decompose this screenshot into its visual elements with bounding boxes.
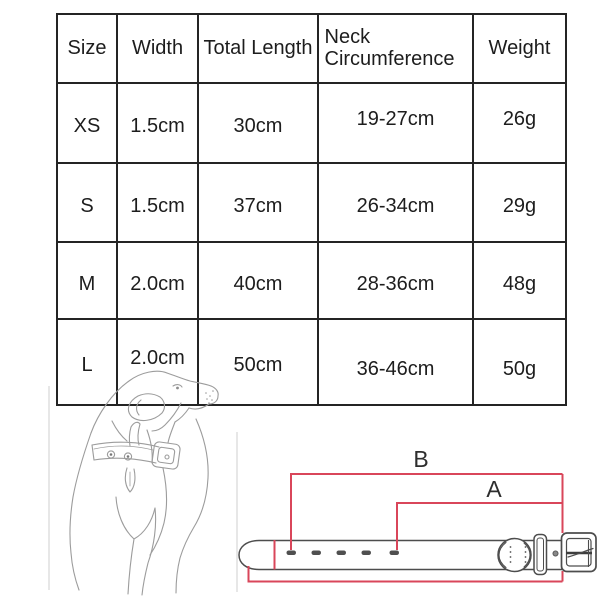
dog-ear <box>128 394 164 421</box>
collar-buckle-hole <box>553 551 558 556</box>
cell-m-total-length: 40cm <box>198 242 318 319</box>
cell-xs-total-length: 30cm <box>198 83 318 163</box>
dog-muzzle-top-line <box>167 373 211 386</box>
cell-xs-width: 1.5cm <box>117 83 198 163</box>
bracket-b <box>291 474 563 550</box>
dog-head-back-line <box>91 371 167 433</box>
cell-m-neck: 28-36cm <box>318 242 473 319</box>
cell-s-width: 1.5cm <box>117 163 198 242</box>
dog-collar-buckle-pin <box>165 455 169 459</box>
dog-neck-crease <box>112 421 127 441</box>
cell-l-neck: 36-46cm <box>318 319 473 405</box>
cell-s-weight: 29g <box>473 163 566 242</box>
collar-measurement-diagram <box>239 533 596 575</box>
collar-keeper-loop <box>498 539 531 572</box>
dog-eye-dot <box>176 387 179 390</box>
measurement-label-b: B <box>413 446 429 472</box>
cell-m-size: M <box>57 242 117 319</box>
cell-s-neck: 26-34cm <box>318 163 473 242</box>
cell-l-size: L <box>57 319 117 405</box>
dog-collar-inner-line <box>94 446 153 450</box>
dog-collar-end-cap <box>92 445 94 460</box>
cell-s-size: S <box>57 163 117 242</box>
cell-xs-weight: 26g <box>473 83 566 163</box>
cell-l-total-length: 50cm <box>198 319 318 405</box>
header-size: Size <box>57 14 117 83</box>
dog-collar-fit-sketch <box>70 371 218 595</box>
measurement-label-a: A <box>486 476 502 502</box>
cell-l-weight: 50g <box>473 319 566 405</box>
cell-l-width: 2.0cm <box>117 319 198 405</box>
cell-m-width: 2.0cm <box>117 242 198 319</box>
dog-mouth-line <box>189 404 209 409</box>
header-neck-circumference-text: Neck Circumference <box>324 26 455 70</box>
cell-s-total-length: 37cm <box>198 163 318 242</box>
dog-nostril-dots <box>205 390 214 404</box>
header-weight: Weight <box>473 14 566 83</box>
cell-xs-neck: 19-27cm <box>318 83 473 163</box>
header-total-length: Total Length <box>198 14 318 83</box>
cell-xs-size: XS <box>57 83 117 163</box>
header-width: Width <box>117 14 198 83</box>
dog-chest-line <box>70 433 91 590</box>
dog-throat-line <box>168 422 175 443</box>
dog-shoulder-line <box>176 419 208 593</box>
dog-ear-inner-line <box>137 400 141 415</box>
cell-m-weight: 48g <box>473 242 566 319</box>
collar-keeper-bar <box>534 535 547 575</box>
dog-nose <box>209 386 218 404</box>
